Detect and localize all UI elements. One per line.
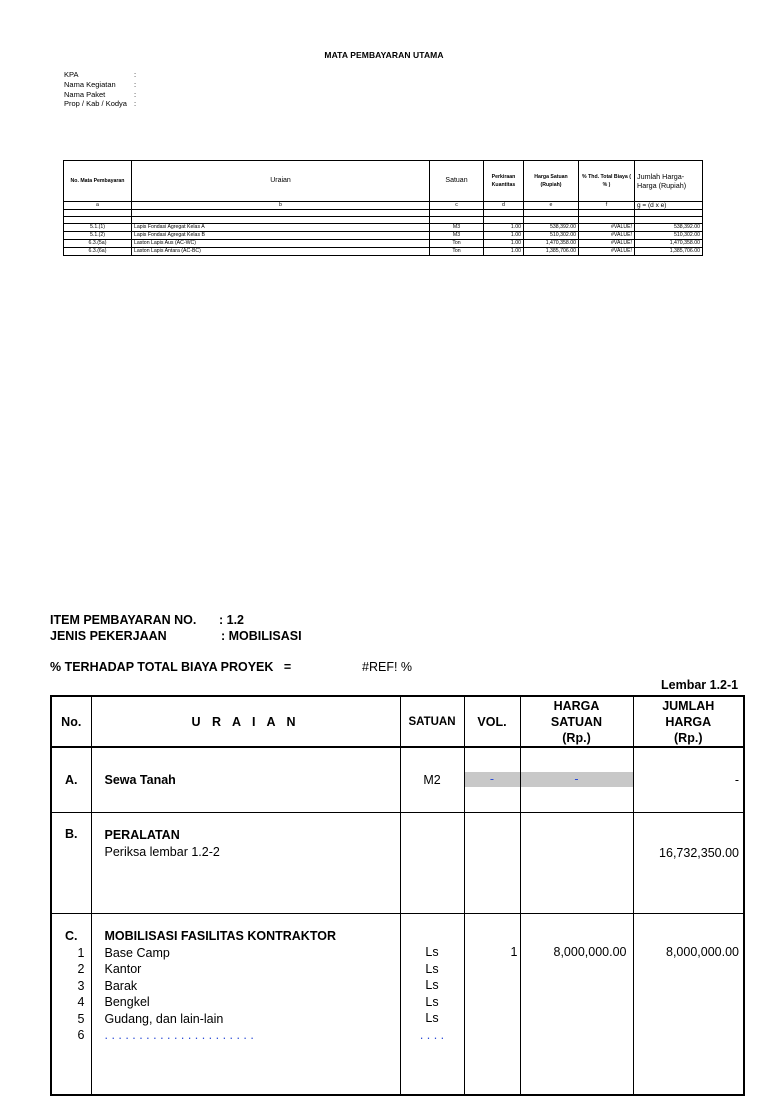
percent-label: % TERHADAP TOTAL BIAYA PROYEK = — [50, 660, 292, 674]
col-header-kuantitas: Perkiraan Kuantitas — [484, 161, 524, 202]
cell-persen: #VALUE! — [579, 240, 635, 248]
blank-row — [64, 217, 703, 224]
table-row — [64, 240, 703, 248]
cell-kuantitas: 1.00 — [484, 224, 524, 232]
cell-harga: 510,302.00 — [524, 232, 579, 240]
cell-no: 5.1.(2) — [64, 232, 132, 240]
row-uraian: PERALATAN Periksa lembar 1.2-2 — [91, 813, 400, 914]
list-item: Bengkel — [104, 995, 150, 1009]
info-label: Nama Paket — [64, 89, 106, 99]
cell-kuantitas: 1.00 — [484, 240, 524, 248]
col-letter: a — [64, 202, 132, 210]
info-block — [64, 70, 142, 109]
cell-persen: #VALUE! — [579, 248, 635, 256]
cell-uraian: Lapis Fondasi Agregat Kelas A — [132, 224, 430, 232]
cell-no: 6.3.(6a) — [64, 248, 132, 256]
cell-no: 6.3.(5a) — [64, 240, 132, 248]
info-row-paket: Nama Paket : — [64, 89, 137, 99]
row-harga: - — [520, 747, 633, 813]
cell-satuan: Ton — [430, 240, 484, 248]
info-row-kpa: KPA : — [64, 70, 137, 79]
cell-jumlah: 1,385,706.00 — [635, 248, 703, 256]
row-no: B. — [51, 813, 91, 914]
col-header-uraian: U R A I A N — [91, 696, 400, 747]
table-row — [64, 232, 703, 240]
jenis-row — [50, 628, 302, 644]
table-header-row — [51, 696, 744, 747]
percent-value: #REF! % — [362, 660, 413, 674]
list-item: . . . . . . . . . . . . . . . . . . . . . . — [104, 1028, 254, 1042]
cell-satuan: Ton — [430, 248, 484, 256]
item-no-label: ITEM PEMBAYARAN NO. — [50, 613, 197, 627]
item-no-value: : 1.2 — [219, 613, 245, 627]
col-header-uraian: Uraian — [132, 161, 430, 202]
col-header-harga: Harga Satuan (Rupiah) — [524, 161, 579, 202]
col-header-harga-satuan: HARGA SATUAN (Rp.) — [520, 696, 633, 747]
table-row-c — [51, 914, 744, 1096]
table-row — [64, 248, 703, 256]
cell-persen: #VALUE! — [579, 224, 635, 232]
list-item: Gudang, dan lain-lain — [104, 1011, 224, 1026]
jenis-label: JENIS PEKERJAAN — [50, 629, 167, 643]
info-row-prop: Prop / Kab / Kodya : — [64, 99, 137, 109]
list-item: Base Camp — [104, 945, 170, 960]
cell-jumlah: 1,470,358.00 — [635, 240, 703, 248]
item-header — [50, 612, 302, 644]
row-uraian: Sewa Tanah — [91, 747, 400, 813]
item-no-row — [50, 612, 302, 628]
cell-persen: #VALUE! — [579, 232, 635, 240]
row-jumlah: - — [633, 747, 744, 813]
sheet-number: Lembar 1.2-1 — [661, 678, 739, 692]
col-header-satuan: Satuan — [430, 161, 484, 202]
col-header-vol: VOL. — [464, 696, 520, 747]
column-letter-row — [64, 202, 703, 210]
row-jumlah: 8,000,000.00 — [633, 914, 744, 1096]
jenis-value: : MOBILISASI — [221, 629, 302, 643]
col-header-persen: % Thd. Total Biaya ( % ) — [579, 161, 635, 202]
row-satuan: Ls Ls Ls Ls Ls . . . . — [400, 914, 464, 1096]
col-letter: b — [132, 202, 430, 210]
cell-uraian: Laston Lapis Aus (AC-WC) — [132, 240, 430, 248]
info-row-kegiatan: Nama Kegiatan : — [64, 79, 137, 89]
col-letter: c — [430, 202, 484, 210]
cell-harga: 1,470,358.00 — [524, 240, 579, 248]
cell-satuan: M3 — [430, 232, 484, 240]
cell-harga: 538,392.00 — [524, 224, 579, 232]
cell-no: 5.1.(1) — [64, 224, 132, 232]
col-header-satuan: SATUAN — [400, 696, 464, 747]
col-header-no: No. — [51, 696, 91, 747]
cell-uraian: Lapis Fondasi Agregat Kelas B — [132, 232, 430, 240]
col-header-no: No. Mata Pembayaran — [64, 161, 132, 202]
cell-satuan: M3 — [430, 224, 484, 232]
info-label: Nama Kegiatan — [64, 79, 116, 89]
list-item: Kantor — [104, 962, 142, 976]
cell-kuantitas: 1.00 — [484, 232, 524, 240]
cell-jumlah: 538,392.00 — [635, 224, 703, 232]
mobilisasi-table — [50, 695, 745, 1096]
payment-items-table — [63, 160, 703, 256]
table-row-b — [51, 813, 744, 914]
cell-uraian: Laston Lapis Antara (AC-BC) — [132, 248, 430, 256]
row-vol: - — [464, 747, 520, 813]
table-row-a — [51, 747, 744, 813]
table-header-row — [64, 161, 703, 202]
row-harga: 8,000,000.00 — [520, 914, 633, 1096]
info-label: Prop / Kab / Kodya — [64, 99, 127, 109]
row-no: A. — [51, 747, 91, 813]
row-jumlah: 16,732,350.00 — [633, 813, 744, 914]
col-letter: f — [579, 202, 635, 210]
info-label: KPA — [64, 70, 79, 79]
col-letter: e — [524, 202, 579, 210]
row-vol: 1 — [464, 914, 520, 1096]
row-no: C. 1 2 3 4 5 6 — [51, 914, 91, 1096]
list-item: Barak — [104, 978, 138, 993]
cell-jumlah: 510,302.00 — [635, 232, 703, 240]
blank-row — [64, 210, 703, 217]
row-satuan: M2 — [400, 747, 464, 813]
row-uraian: MOBILISASI FASILITAS KONTRAKTOR Base Camp Kantor Barak Bengkel Gudang, dan lain-lain . . . . . . . . . . . . . . . . . . . . . . — [91, 914, 400, 1096]
page-title: MATA PEMBAYARAN UTAMA — [324, 50, 444, 60]
col-header-jumlah: Jumlah Harga-Harga (Rupiah) — [635, 161, 703, 202]
col-header-jumlah-harga: JUMLAH HARGA (Rp.) — [633, 696, 744, 747]
table-row — [64, 224, 703, 232]
cell-harga: 1,385,706.00 — [524, 248, 579, 256]
col-letter: d — [484, 202, 524, 210]
cell-kuantitas: 1.00 — [484, 248, 524, 256]
col-letter: g = (d x e) — [635, 202, 703, 210]
